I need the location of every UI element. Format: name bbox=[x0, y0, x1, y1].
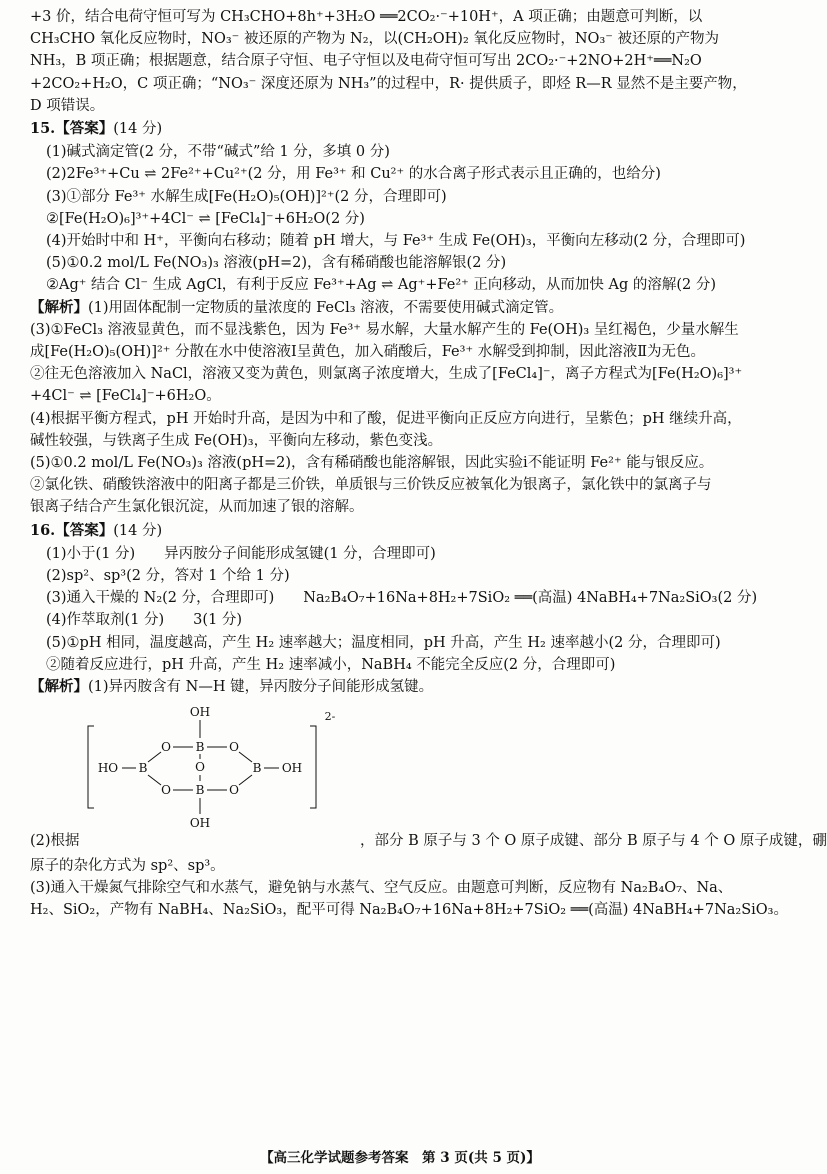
analysis-line: 碱性较强，与铁离子生成 Fe(OH)₃，平衡向左移动，紫色变浅。 bbox=[30, 432, 443, 449]
answer-line: ②[Fe(H₂O)₆]³⁺+4Cl⁻ ⇌ [FeCl₄]⁻+6H₂O(2 分) bbox=[46, 210, 365, 227]
analysis-line bbox=[30, 676, 778, 698]
analysis-line: ②氯化铁、硝酸铁溶液中的阳离子都是三价铁，单质银与三价铁反应被氧化为银离子，氯化铁中的氯离子与 bbox=[30, 477, 712, 494]
atom-o: O bbox=[161, 783, 171, 798]
atom-o: O bbox=[161, 740, 171, 755]
answer-line: (3)通入干燥的 N₂(2 分，合理即可) Na₂B₄O₇+16Na+8H₂+7SiO₂ ══(高温) 4NaBH₄+7Na₂SiO₃(2 分) bbox=[46, 590, 758, 607]
answer-tag: 【答案】 bbox=[55, 521, 114, 539]
page-footer: 【高三化学试题参考答案 第 3 页(共 5 页)】 bbox=[260, 1150, 540, 1166]
atom-o: O bbox=[229, 783, 239, 798]
atom-o: O bbox=[229, 740, 239, 755]
analysis-line bbox=[30, 297, 778, 319]
text-line: D 项错误。 bbox=[30, 97, 105, 114]
score: (14 分) bbox=[113, 522, 163, 539]
answer-line: (1)碱式滴定管(2 分，不带“碱式”给 1 分，多填 0 分) bbox=[46, 144, 390, 161]
analysis-line: +4Cl⁻ ⇌ [FeCl₄]⁻+6H₂O。 bbox=[30, 388, 221, 405]
analysis-tag: 【解析】 bbox=[30, 298, 88, 316]
borate-structure-diagram bbox=[30, 702, 360, 830]
answer-tag: 【答案】 bbox=[55, 120, 114, 138]
atom-oh-bottom: OH bbox=[189, 816, 211, 831]
atom-oh-right: OH bbox=[281, 761, 303, 776]
analysis-line: 原子的杂化方式为 sp²、sp³。 bbox=[30, 857, 225, 874]
analysis-line: H₂、SiO₂，产物有 NaBH₄、Na₂SiO₃，配平可得 Na₂B₄O₇+16Na+8H₂+7SiO₂ ══(高温) 4NaBH₄+7Na₂SiO₃。 bbox=[30, 901, 788, 918]
question-16-header bbox=[30, 520, 778, 542]
atom-ho-left: HO bbox=[97, 761, 119, 776]
answer-line: (4)开始时中和 H⁺，平衡向右移动；随着 pH 增大，与 Fe³⁺ 生成 Fe(OH)₃，平衡向左移动(2 分，合理即可) bbox=[46, 233, 746, 250]
analysis-line: 银离子结合产生氯化银沉淀，从而加速了银的溶解。 bbox=[30, 499, 364, 516]
atom-b-left: B bbox=[138, 761, 148, 776]
analysis-tag: 【解析】 bbox=[30, 678, 88, 696]
text-line: +3 价，结合电荷守恒可写为 CH₃CHO+8h⁺+3H₂O ══2CO₂·⁻+10H⁺，A 项正确；由题意可判断，以 bbox=[30, 9, 703, 25]
atom-b-bottom: B bbox=[195, 783, 205, 798]
analysis-text: (1)用固体配制一定物质的量浓度的 FeCl₃ 溶液，不需要使用碱式滴定管。 bbox=[88, 299, 564, 316]
answer-line: (3)①部分 Fe³⁺ 水解生成[Fe(H₂O)₅(OH)]²⁺(2 分，合理即可) bbox=[46, 188, 447, 205]
analysis-line: (3)①FeCl₃ 溶液显黄色，而不显浅紫色，因为 Fe³⁺ 易水解，大量水解产生的 Fe(OH)₃ 呈红褐色，少量水解生 bbox=[30, 321, 739, 338]
analysis-line: (3)通入干燥氮气排除空气和水蒸气，避免钠与水蒸气、空气反应。由题意可判断，反应物有 Na₂B₄O₇、Na、 bbox=[30, 879, 733, 896]
ion-charge: 2- bbox=[324, 710, 336, 724]
question-15-header bbox=[30, 118, 778, 140]
text-line: NH₃，B 项正确；根据题意，结合原子守恒、电子守恒以及电荷守恒可写出 2CO₂·⁻+2NO+2H⁺══N₂O bbox=[30, 53, 702, 70]
analysis-line: 成[Fe(H₂O)₅(OH)]²⁺ 分散在水中使溶液Ⅰ呈黄色，加入硝酸后，Fe³⁺ 水解受到抑制，因此溶液Ⅱ为无色。 bbox=[30, 344, 706, 361]
analysis-text: (2)根据 bbox=[30, 833, 80, 850]
answer-line: ②随着反应进行，pH 升高，产生 H₂ 速率减小，NaBH₄ 不能完全反应(2 分，合理即可) bbox=[46, 656, 616, 673]
analysis-line: ②往无色溶液加入 NaCl，溶液又变为黄色，则氯离子浓度增大，生成了[FeCl₄]⁻，离子方程式为[Fe(H₂O)₆]³⁺ bbox=[30, 366, 743, 383]
answer-line: (4)作萃取剂(1 分) 3(1 分) bbox=[46, 612, 243, 629]
atom-oh-top: OH bbox=[189, 705, 211, 720]
analysis-row-with-structure bbox=[30, 830, 827, 852]
analysis-line: (5)①0.2 mol/L Fe(NO₃)₃ 溶液(pH=2)，含有稀硝酸也能溶解银，因此实验ⅰ不能证明 Fe²⁺ 能与银反应。 bbox=[30, 455, 714, 472]
atom-o-center: O bbox=[195, 760, 205, 775]
answer-line: (5)①0.2 mol/L Fe(NO₃)₃ 溶液(pH=2)，含有稀硝酸也能溶解银(2 分) bbox=[46, 255, 507, 272]
analysis-line: (4)根据平衡方程式，pH 开始时升高，是因为中和了酸，促进平衡向正反应方向进行，呈紫色；pH 继续升高， bbox=[30, 410, 742, 427]
analysis-text: ，部分 B 原子与 3 个 O 原子成键、部分 B 原子与 4 个 O 原子成键，硼 bbox=[360, 833, 827, 850]
answer-line: (2)2Fe³⁺+Cu ⇌ 2Fe²⁺+Cu²⁺(2 分，用 Fe³⁺ 和 Cu²⁺ 的水合离子形式表示且正确的，也给分) bbox=[46, 166, 661, 183]
atom-b-right: B bbox=[252, 761, 262, 776]
answer-line: (2)sp²、sp³(2 分，答对 1 个给 1 分) bbox=[46, 568, 290, 585]
atom-b-top: B bbox=[195, 740, 205, 755]
question-number: 15. bbox=[30, 120, 56, 138]
answer-line: (1)小于(1 分) 异丙胺分子间能形成氢键(1 分，合理即可) bbox=[46, 545, 436, 562]
answer-line: (5)①pH 相同，温度越高，产生 H₂ 速率越大；温度相同，pH 升高，产生 H₂ 速率越小(2 分，合理即可) bbox=[46, 634, 721, 651]
score: (14 分) bbox=[113, 121, 163, 138]
analysis-text: (1)异丙胺含有 N—H 键，异丙胺分子间能形成氢键。 bbox=[88, 679, 434, 696]
text-line: +2CO₂+H₂O，C 项正确；“NO₃⁻ 深度还原为 NH₃”的过程中，R· 提供质子，即烃 R—R 显然不是主要产物， bbox=[30, 75, 747, 92]
question-number: 16. bbox=[30, 521, 56, 539]
borate-structure-block bbox=[30, 702, 827, 852]
text-line: CH₃CHO 氧化反应物时，NO₃⁻ 被还原的产物为 N₂，以(CH₂OH)₂ 氧化反应物时，NO₃⁻ 被还原的产物为 bbox=[30, 31, 720, 48]
page-content bbox=[30, 6, 827, 921]
answer-line: ②Ag⁺ 结合 Cl⁻ 生成 AgCl，有利于反应 Fe³⁺+Ag ⇌ Ag⁺+Fe²⁺ 正向移动，从而加快 Ag 的溶解(2 分) bbox=[46, 277, 717, 294]
